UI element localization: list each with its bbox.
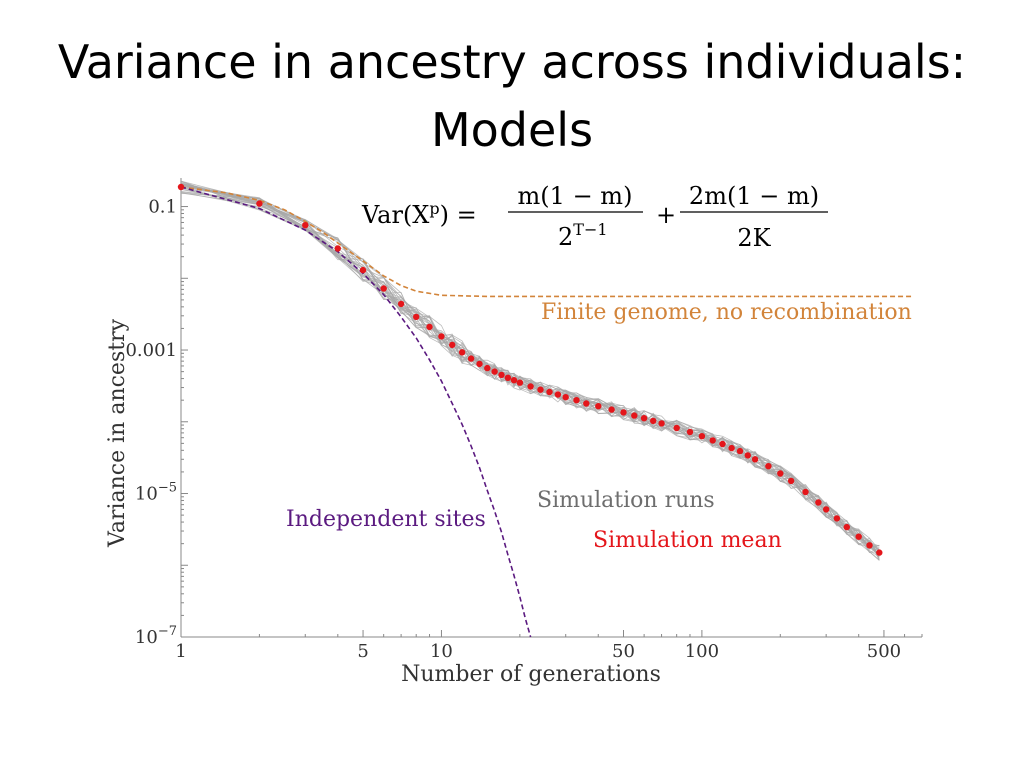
simulation-mean-point (719, 441, 725, 447)
simulation-mean-point (620, 409, 626, 415)
simulation-run-line (181, 189, 879, 549)
simulation-mean-point (555, 391, 561, 397)
simulation-mean-point (844, 524, 850, 530)
simulation-mean-point (674, 425, 680, 431)
simulation-mean-point (484, 365, 490, 371)
simulation-mean-point (737, 448, 743, 454)
simulation-mean-point (856, 534, 862, 540)
simulation-run-line (181, 191, 879, 554)
simulation-mean-point (546, 389, 552, 395)
simulation-run-line (181, 183, 879, 560)
simulation-mean-point (413, 314, 419, 320)
simulation-mean-point (745, 452, 751, 458)
simulation-run-line (181, 184, 879, 555)
simulation-mean-point (788, 478, 794, 484)
simulation-mean-point (381, 285, 387, 291)
simulation-mean-point (631, 412, 637, 418)
labels-layer (105, 182, 912, 687)
simulation-run-line (181, 183, 879, 557)
simulation-mean-point (449, 342, 455, 348)
simulation-run-line (181, 187, 879, 559)
simulation-mean-point (876, 549, 882, 555)
simulation-mean-point (687, 429, 693, 435)
simulation-mean-point (728, 445, 734, 451)
simulation-mean-point (527, 383, 533, 389)
simulation-mean-point (802, 489, 808, 495)
simulation-mean-label: Simulation mean (593, 528, 782, 553)
y-tick-label: $10^{-5}$ (134, 480, 177, 505)
y-tick-label: 0.001 (125, 340, 177, 362)
simulation-mean-point (710, 437, 716, 443)
simulation-mean-point (583, 400, 589, 406)
simulation-mean-point (658, 420, 664, 426)
simulation-mean-point (491, 368, 497, 374)
simulation-run-line (181, 188, 879, 554)
simulation-run-line (181, 190, 879, 557)
simulation-run-line (181, 192, 879, 550)
simulation-mean-point (563, 394, 569, 400)
simulation-mean-point (815, 499, 821, 505)
simulation-run-line (181, 185, 879, 557)
simulation-run-line (181, 181, 879, 550)
simulation-run-line (181, 185, 879, 552)
simulation-mean-point (398, 301, 404, 307)
simulation-mean-point (302, 222, 308, 228)
simulation-runs-band (181, 181, 879, 560)
simulation-run-line (181, 181, 879, 559)
formula-frac1-denominator: $2^{T-1}$ (558, 220, 608, 251)
simulation-mean-point (505, 375, 511, 381)
simulation-run-line (181, 182, 879, 550)
simulation-run-line (181, 181, 879, 560)
simulation-mean-point (537, 387, 543, 393)
x-axis-title: Number of generations (401, 662, 661, 687)
simulation-mean-point (335, 245, 341, 251)
simulation-mean-point (438, 333, 444, 339)
x-tick-label: 1 (175, 641, 187, 662)
simulation-mean-point (641, 415, 647, 421)
finite-genome-label: Finite genome, no recombination (541, 300, 912, 325)
simulation-mean-point (650, 418, 656, 424)
x-tick-label: 5 (357, 641, 369, 662)
simulation-mean-point (752, 456, 758, 462)
formula-frac2-numerator: 2m(1 − m) (688, 182, 820, 210)
simulation-mean-point (517, 380, 523, 386)
formula-frac1-numerator: m(1 − m) (517, 182, 633, 210)
simulation-mean-point (834, 515, 840, 521)
simulation-mean-point (823, 506, 829, 512)
formula-plus: + (656, 201, 677, 229)
simulation-mean-point (476, 361, 482, 367)
simulation-mean-point (178, 184, 184, 190)
y-tick-label: $10^{-7}$ (134, 624, 177, 648)
slide-title-line1: Variance in ancestry across individuals: (57, 35, 967, 89)
independent-sites-label: Independent sites (286, 507, 486, 532)
formula (361, 182, 828, 252)
simulation-mean-point (468, 355, 474, 361)
simulation-run-line (181, 184, 879, 560)
simulation-runs-label: Simulation runs (537, 488, 715, 513)
simulation-run-line (181, 193, 879, 547)
simulation-mean-point (866, 542, 872, 548)
simulation-run-line (181, 186, 879, 551)
simulation-run-line (181, 187, 879, 550)
simulation-mean-point (595, 403, 601, 409)
simulation-run-line (181, 186, 879, 549)
axes (125, 178, 922, 662)
x-tick-label: 10 (429, 641, 453, 662)
simulation-mean-point (699, 433, 705, 439)
x-tick-label: 50 (612, 641, 635, 662)
simulation-run-line (181, 187, 879, 557)
simulation-mean-point (498, 372, 504, 378)
simulation-run-line (181, 192, 879, 555)
simulation-run-line (181, 185, 879, 554)
x-tick-label: 100 (684, 641, 720, 662)
y-tick-label: 0.1 (148, 196, 177, 218)
simulation-mean-point (256, 200, 262, 206)
simulation-mean-point (511, 377, 517, 383)
simulation-mean-point (426, 324, 432, 330)
simulation-mean-point (777, 470, 783, 476)
simulation-run-line (181, 193, 879, 546)
x-tick-label: 500 (866, 641, 902, 662)
simulation-mean-point (765, 463, 771, 469)
series-layer (178, 184, 914, 637)
simulation-run-line (181, 184, 879, 553)
simulation-mean-point (360, 267, 366, 273)
simulation-mean-point (573, 397, 579, 403)
slide-title-line2: Models (430, 103, 594, 157)
formula-lhs: $Var(X^p)$ = (362, 199, 477, 229)
simulation-run-line (181, 184, 879, 546)
y-axis-title: Variance in ancestry (105, 318, 130, 548)
formula-frac2-denominator: 2K (737, 224, 771, 252)
simulation-mean-point (459, 349, 465, 355)
simulation-mean-point (608, 406, 614, 412)
